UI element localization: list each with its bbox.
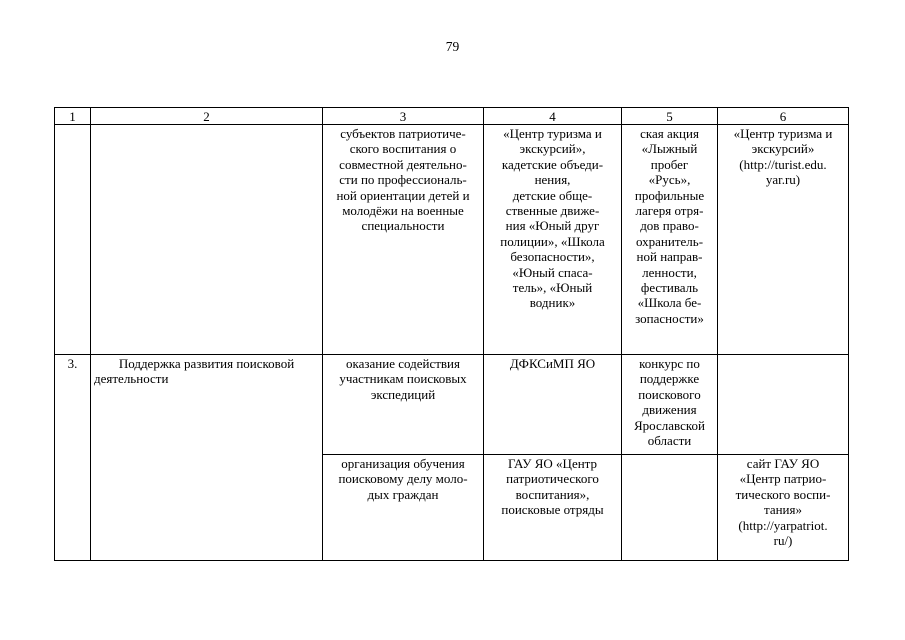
events-cell: конкурс по поддержке поискового движения Ярославской области xyxy=(622,355,718,455)
executors-cell: ДФКСиМП ЯО xyxy=(484,355,622,455)
direction-cell: Поддержка развития поисковой деятельности xyxy=(91,355,323,561)
header-cell: 6 xyxy=(718,108,849,125)
page-number: 79 xyxy=(445,39,460,54)
header-cell: 2 xyxy=(91,108,323,125)
measures-table xyxy=(54,107,849,561)
events-cell xyxy=(622,455,718,561)
header-cell: 5 xyxy=(622,108,718,125)
executors-cell: «Центр туризма и экскурсий», кадетские объеди- нения, детские обще- ственные движе- ния «Юный друг полиции», «Школа безопасности», «Юный спаса- тель», «Юный водник» xyxy=(484,125,622,355)
activity-cell: оказание содействия участникам поисковых экспедиций xyxy=(323,355,484,455)
resources-cell: сайт ГАУ ЯО «Центр патрио- тического воспи- тания» (http://yarpatriot. ru/) xyxy=(718,455,849,561)
table-header-row xyxy=(55,108,849,125)
row-number-cell xyxy=(55,125,91,355)
header-cell: 4 xyxy=(484,108,622,125)
row-number-cell: 3. xyxy=(55,355,91,561)
table-row xyxy=(55,355,849,455)
activity-cell: организация обучения поисковому делу моло- дых граждан xyxy=(323,455,484,561)
executors-cell: ГАУ ЯО «Центр патриотического воспитания», поисковые отряды xyxy=(484,455,622,561)
resources-cell xyxy=(718,355,849,455)
events-cell: ская акция «Лыжный пробег «Русь», профильные лагеря отря- дов право- охранитель- ной направ- ленности, фестиваль «Школа бе- зопасности» xyxy=(622,125,718,355)
activity-cell: субъектов патриотиче- ского воспитания о совместной деятельно- сти по профессиональ- ной ориентации детей и молодёжи на военные специальности xyxy=(323,125,484,355)
table-row xyxy=(55,125,849,355)
direction-cell xyxy=(91,125,323,355)
resources-cell: «Центр туризма и экскурсий» (http://turist.edu. yar.ru) xyxy=(718,125,849,355)
header-cell: 3 xyxy=(323,108,484,125)
header-cell: 1 xyxy=(55,108,91,125)
